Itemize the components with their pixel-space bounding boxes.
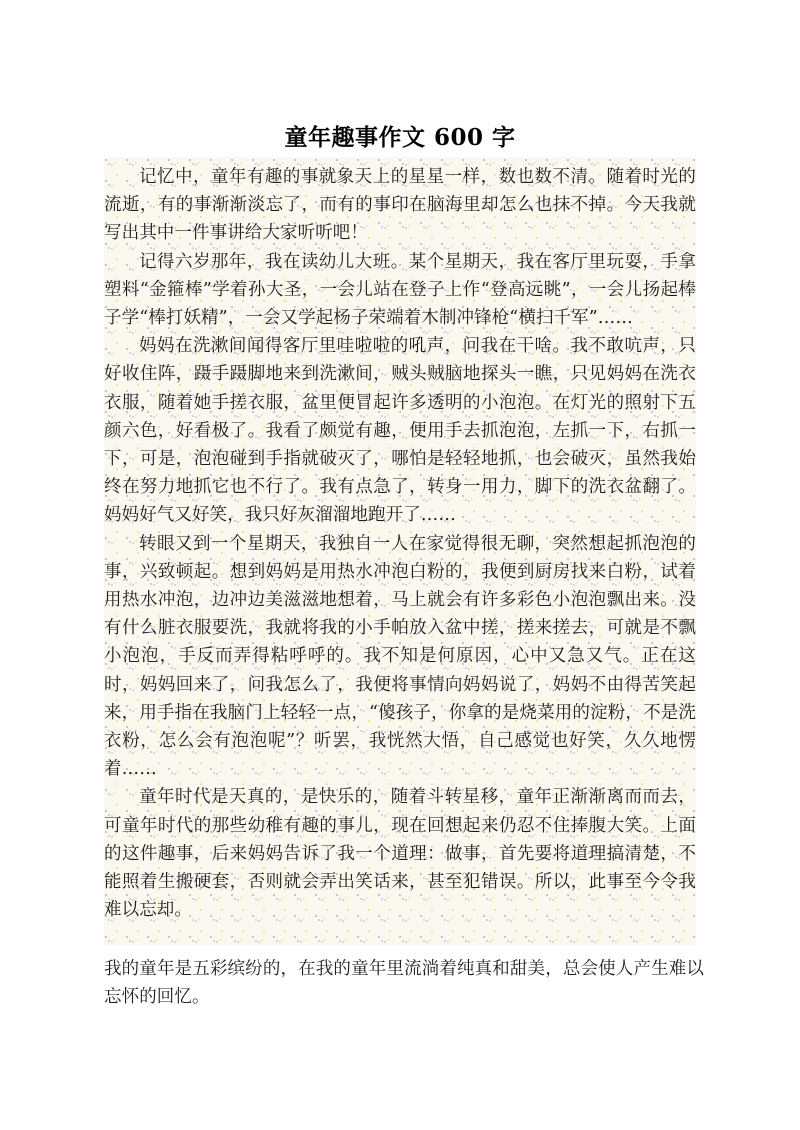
content-body (104, 163, 696, 924)
page-title: 童年趣事作文 600 字 (284, 124, 516, 152)
body-paragraph: 童年时代是天真的，是快乐的，随着斗转星移，童年正渐渐离而而去，可童年时代的那些幼稚有趣的事儿，现在回想起来仍忍不住捧腹大笑。上面的这件趣事，后来妈妈告诉了我一个道理：做事，首先要将道理搞清楚，不能照着生搬硬套，否则就会弄出笑话来，甚至犯错误。所以，此事至今令我难以忘却。 (104, 787, 696, 921)
body-paragraph: 记忆中，童年有趣的事就象天上的星星一样，数也数不清。随着时光的流逝，有的事渐渐淡忘了，而有的事印在脑海里却怎么也抹不掉。今天我就写出其中一件事讲给大家听听吧！ (104, 167, 696, 244)
body-paragraph: 转眼又到一个星期天，我独自一人在家觉得很无聊，突然想起抓泡泡的事，兴致顿起。想到妈妈是用热水冲泡白粉的，我便到厨房找来白粉，试着用热水冲泡，边冲边美滋滋地想着，马上就会有许多彩色小泡泡飘出来。没有什么脏衣服要洗，我就将我的小手帕放入盆中搓，搓来搓去，可就是不飘小泡泡，手反而弄得粘呼呼的。我不知是何原因，心中又急又气。正在这时，妈妈回来了，问我怎么了，我便将事情向妈妈说了，妈妈不由得苦笑起来，用手指在我脑门上轻轻一点，“傻孩子，你拿的是烧菜用的淀粉，不是洗衣粉，怎么会有泡泡呢”？听罢，我恍然大悟，自己感觉也好笑，久久地愣着…… (104, 533, 696, 780)
body-paragraph: 记得六岁那年，我在读幼儿大班。某个星期天，我在客厅里玩耍，手拿塑料“金箍棒”学着孙大圣，一会儿站在登子上作“登高远眺”，一会儿扬起棒子学“棒打妖精”，一会又学起杨子荣端着木制冲锋枪“横扫千军”…… (104, 251, 696, 329)
closing-paragraph: 我的童年是五彩缤纷的，在我的童年里流淌着纯真和甜美，总会使人产生难以忘怀的回忆。 (104, 959, 704, 1008)
body-paragraph: 妈妈在洗漱间闻得客厅里哇啦啦的吼声，问我在干啥。我不敢吭声，只好收住阵，蹑手蹑脚地来到洗漱间，贼头贼脑地探头一瞧，只见妈妈在洗衣衣服，随着她手搓衣服，盆里便冒起许多透明的小泡泡。在灯光的照射下五颜六色，好看极了。我看了颇觉有趣，便用手去抓泡泡，左抓一下，右抓一下，可是，泡泡碰到手指就破灭了，哪怕是轻轻地抓，也会破灭，虽然我始终在努力地抓它也不行了。我有点急了，转身一用力，脚下的洗衣盆翻了。妈妈好气又好笑，我只好灰溜溜地跑开了…… (104, 336, 696, 526)
highlighted-content-block (104, 157, 696, 945)
